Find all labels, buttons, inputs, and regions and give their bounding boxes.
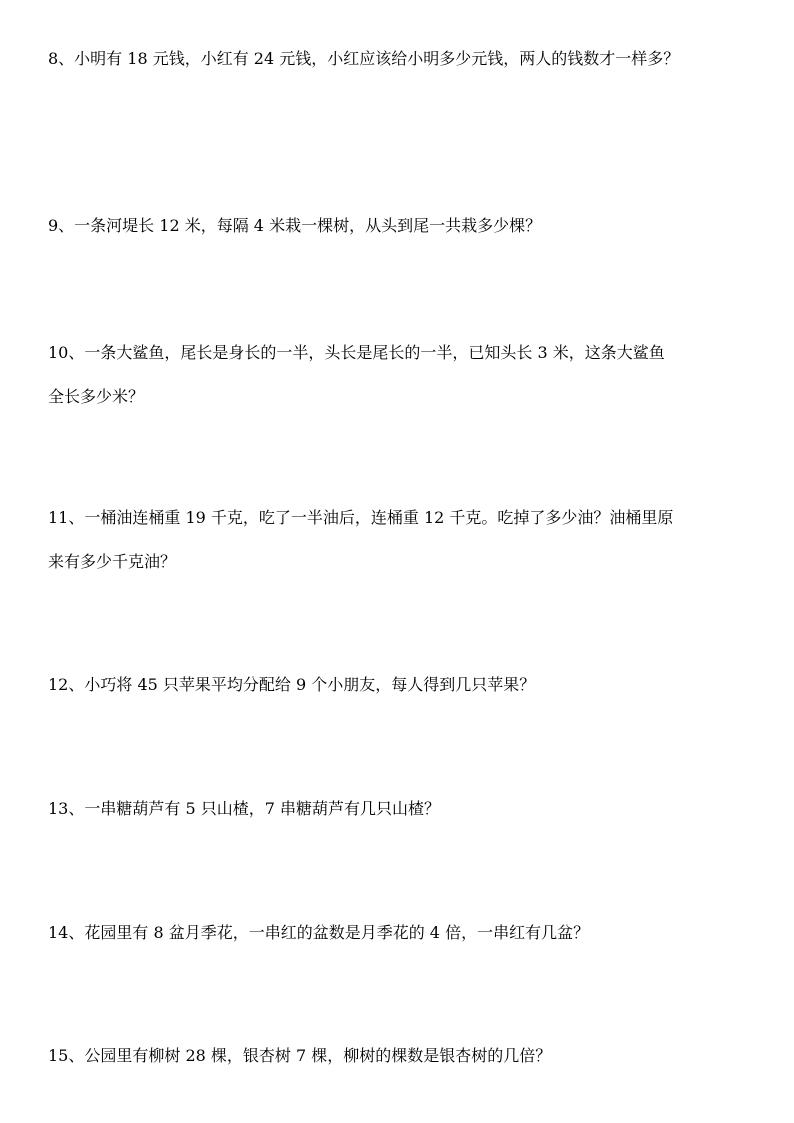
question-text: 8、小明有 18 元钱，小红有 24 元钱，小红应该给小明多少元钱，两人的钱数才一样多？ (48, 49, 680, 68)
question-14 (48, 911, 763, 955)
question-11 (48, 496, 763, 584)
question-text: 14、花园里有 8 盆月季花，一串红的盆数是月季花的 4 倍，一串红有几盆？ (48, 923, 590, 942)
question-10 (48, 331, 763, 419)
question-8 (48, 37, 763, 81)
question-text: 15、公园里有柳树 28 棵，银杏树 7 棵，柳树的棵数是银杏树的几倍？ (48, 1046, 552, 1065)
question-text-continued: 全长多少米？ (48, 387, 145, 406)
question-text: 13、一串糖葫芦有 5 只山楂，7 串糖葫芦有几只山楂？ (48, 799, 440, 818)
question-text: 11、一桶油连桶重 19 千克，吃了一半油后，连桶重 12 千克。吃掉了多少油？油桶里原 (48, 508, 674, 527)
question-15 (48, 1034, 763, 1078)
question-9 (48, 204, 763, 248)
question-text: 10、一条大鲨鱼，尾长是身长的一半，头长是尾长的一半，已知头长 3 米，这条大鲨鱼 (48, 343, 665, 362)
question-12 (48, 663, 763, 707)
question-text: 12、小巧将 45 只苹果平均分配给 9 个小朋友，每人得到几只苹果？ (48, 675, 536, 694)
question-13 (48, 787, 763, 831)
question-text: 9、一条河堤长 12 米，每隔 4 米栽一棵树，从头到尾一共栽多少棵？ (48, 216, 542, 235)
question-text-continued: 来有多少千克油？ (48, 552, 177, 571)
